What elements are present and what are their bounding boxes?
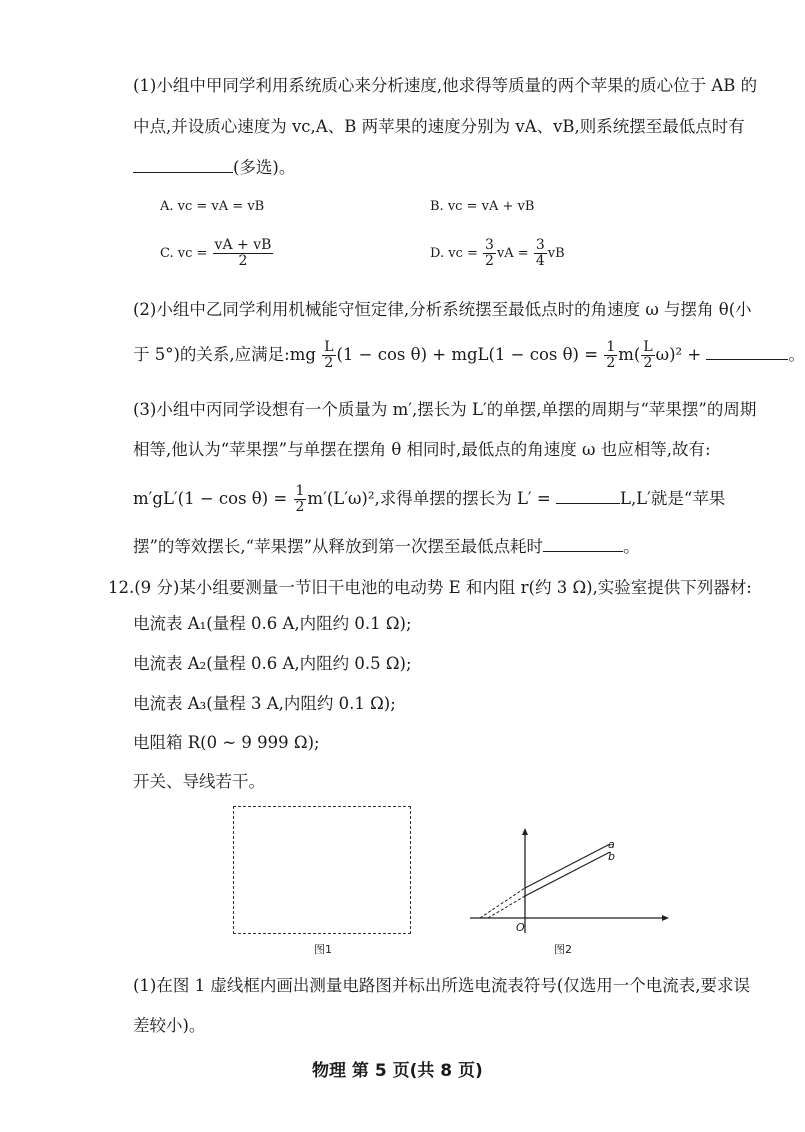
p3-end: 。 xyxy=(623,537,640,556)
option-d-fraction-1 xyxy=(483,238,496,269)
p2-half-num: 1 xyxy=(606,339,616,355)
option-d-f2-den: 4 xyxy=(535,253,545,269)
option-d-f1-den: 2 xyxy=(485,253,494,269)
option-d-prefix: D. vc = xyxy=(430,246,478,261)
line-a-label: a xyxy=(608,838,615,851)
p3-text-line4: 摆”的等效摆长,“苹果摆”从释放到第一次摆至最低点耗时 xyxy=(133,537,544,556)
line-a xyxy=(525,844,610,888)
q12-item-resistor-box: 电阻箱 R(0 ~ 9 999 Ω); xyxy=(133,733,320,752)
origin-label: O xyxy=(516,921,525,934)
p2-in-num: L xyxy=(643,339,653,355)
q11-p2-line1: (2)小组中乙同学利用机械能守恒定律,分析系统摆至最低点时的角速度 ω 与摆角 θ(小 xyxy=(133,300,752,319)
option-c-numerator: vA + vB xyxy=(214,237,272,253)
p2-half-den: 2 xyxy=(606,355,616,371)
q11-p3-line4 xyxy=(133,535,640,557)
option-c-prefix: C. vc = xyxy=(160,246,208,261)
option-d-mid: vA = xyxy=(496,246,529,261)
p2-in-den: 2 xyxy=(643,355,653,371)
p3-text-a: m′gL′(1 − cos θ) = xyxy=(133,489,288,508)
q11-p3-line3 xyxy=(133,484,725,515)
x-axis-arrow-icon xyxy=(662,915,669,921)
q11-p1-line3 xyxy=(133,156,295,178)
p2-frac-inner xyxy=(641,340,654,371)
p2-end: 。 xyxy=(788,345,805,364)
y-axis-arrow-icon xyxy=(522,828,528,835)
q12-item-switch-wires: 开关、导线若干。 xyxy=(133,772,265,791)
answer-blank[interactable] xyxy=(133,156,233,173)
q11-p2-line2 xyxy=(133,340,805,371)
p2-text-c: m( xyxy=(618,345,641,364)
answer-blank[interactable] xyxy=(706,343,788,360)
p3-text-b: m′(L′ω)²,求得单摆的摆长为 L′ = xyxy=(307,489,551,508)
figure-1-caption: 图1 xyxy=(314,943,332,956)
line-b-extension xyxy=(488,896,525,918)
q12-item-ammeter-a3: 电流表 A₃(量程 3 A,内阻约 0.1 Ω); xyxy=(133,694,396,713)
p2-frac-num: L xyxy=(324,339,334,355)
figure-2-caption: 图2 xyxy=(554,943,572,956)
option-d-f1-num: 3 xyxy=(485,237,494,253)
option-d-end: vB xyxy=(547,246,565,261)
option-d xyxy=(430,238,565,269)
line-a-extension xyxy=(480,888,525,918)
q12-p1-line2: 差较小)。 xyxy=(133,1016,206,1035)
option-d-f2-num: 3 xyxy=(535,237,545,253)
p2-frac-half xyxy=(604,340,617,371)
q12-item-ammeter-a2: 电流表 A₂(量程 0.6 A,内阻约 0.5 Ω); xyxy=(133,654,412,673)
multi-select-note: (多选)。 xyxy=(233,158,296,177)
option-c xyxy=(160,238,274,269)
figure-1-dashed-box[interactable] xyxy=(233,806,411,934)
line-b xyxy=(525,852,610,896)
answer-blank[interactable] xyxy=(543,535,623,552)
option-b: B. vc = vA + vB xyxy=(430,199,535,214)
option-a: A. vc = vA = vB xyxy=(160,199,265,214)
option-c-denominator: 2 xyxy=(238,253,248,269)
p3-half-num: 1 xyxy=(295,483,305,499)
p2-text-d: ω)² + xyxy=(655,345,702,364)
option-d-fraction-2 xyxy=(534,238,547,269)
q11-p1-line1: (1)小组中甲同学利用系统质心来分析速度,他求得等质量的两个苹果的质心位于 AB 的 xyxy=(133,76,758,95)
option-c-fraction xyxy=(213,238,274,269)
line-b-label: b xyxy=(608,850,615,863)
p2-frac-l2 xyxy=(322,340,335,371)
p2-text-b: (1 − cos θ) + mgL(1 − cos θ) = xyxy=(336,345,599,364)
answer-blank[interactable] xyxy=(556,487,620,504)
p2-text-a: 于 5°)的关系,应满足:mg xyxy=(133,345,316,364)
p3-half-den: 2 xyxy=(295,499,305,515)
q11-p3-line2: 相等,他认为“苹果摆”与单摆在摆角 θ 相同时,最低点的角速度 ω 也应相等,故有: xyxy=(133,440,711,459)
q12-header: 12.(9 分)某小组要测量一节旧干电池的电动势 E 和内阻 r(约 3 Ω),实验室提供下列器材: xyxy=(108,578,752,597)
p2-frac-den: 2 xyxy=(324,355,334,371)
figure-2-graph xyxy=(470,828,670,938)
q11-p3-line1: (3)小组中丙同学设想有一个质量为 m′,摆长为 L′的单摆,单摆的周期与“苹果摆”的周期 xyxy=(133,400,757,419)
p3-text-c: L,L′就是“苹果 xyxy=(619,489,726,508)
page-footer: 物理 第 5 页(共 8 页) xyxy=(312,1061,483,1081)
q11-p1-line2: 中点,并设质心速度为 vc,A、B 两苹果的速度分别为 vA、vB,则系统摆至最低点时有 xyxy=(133,117,745,136)
p3-frac-half xyxy=(294,484,307,515)
q12-p1-line1: (1)在图 1 虚线框内画出测量电路图并标出所选电流表符号(仅选用一个电流表,要求误 xyxy=(133,976,751,995)
q12-item-ammeter-a1: 电流表 A₁(量程 0.6 A,内阻约 0.1 Ω); xyxy=(133,614,412,633)
